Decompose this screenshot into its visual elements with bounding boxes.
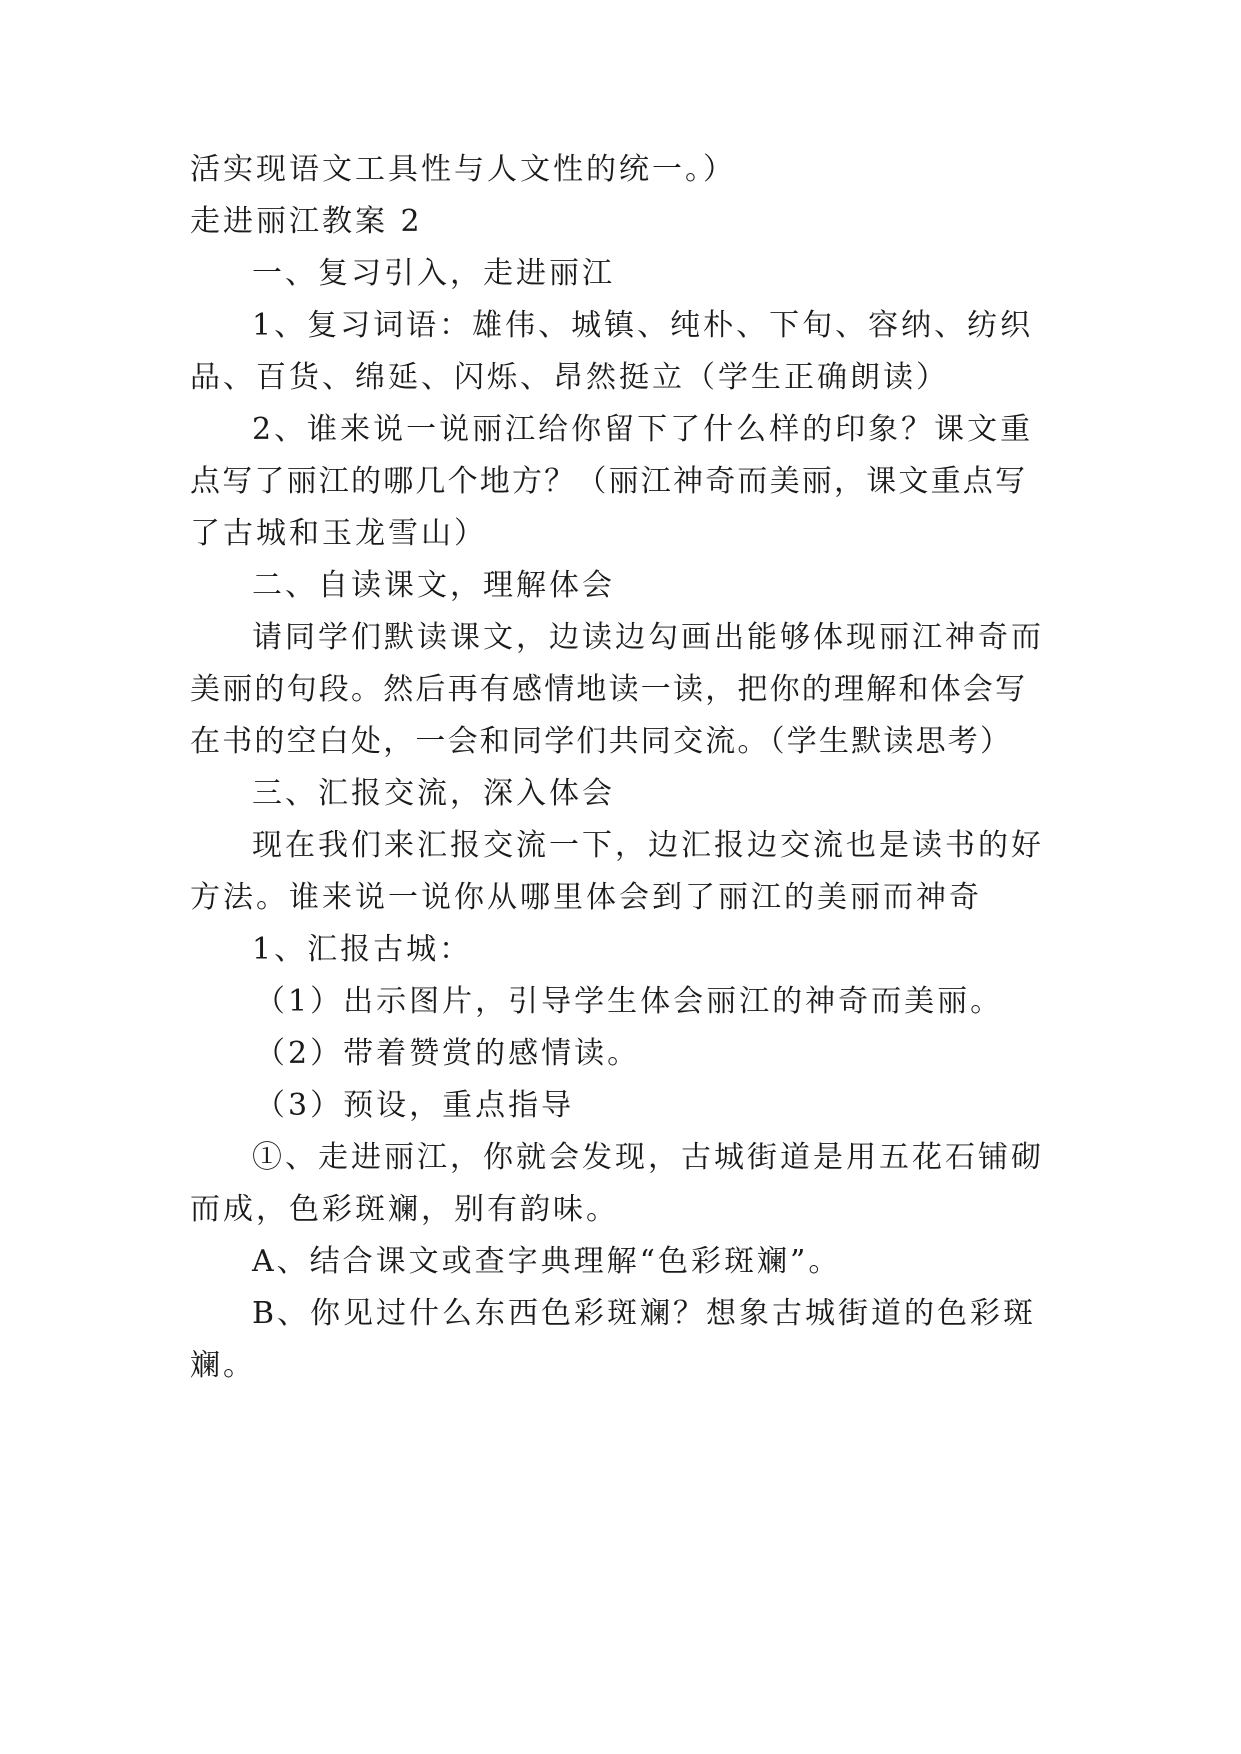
- heading-report-exchange: 三、汇报交流，深入体会: [252, 776, 615, 811]
- paragraph-line: 而成，色彩斑斓，别有韵味。: [190, 1192, 619, 1227]
- paragraph-line: 2、谁来说一说丽江给你留下了什么样的印象？课文重: [252, 412, 1034, 447]
- list-item: （2）带着赞赏的感情读。: [255, 1036, 641, 1071]
- paragraph-line: 方法。谁来说一说你从哪里体会到了丽江的美丽而神奇: [190, 880, 982, 915]
- list-item: （1）出示图片，引导学生体会丽江的神奇而美丽。: [255, 984, 1004, 1019]
- paragraph-line: 活实现语文工具性与人文性的统一。）: [190, 152, 736, 187]
- paragraph-line: ①、走进丽江，你就会发现，古城街道是用五花石铺砌: [252, 1140, 1044, 1175]
- paragraph-line: 点写了丽江的哪几个地方？（丽江神奇而美丽，课文重点写: [190, 464, 1028, 499]
- section-title: 走进丽江教案 2: [190, 204, 423, 239]
- paragraph-line: 美丽的句段。然后再有感情地读一读，把你的理解和体会写: [190, 672, 1028, 707]
- paragraph-line: 请同学们默读课文，边读边勾画出能够体现丽江神奇而: [252, 620, 1044, 655]
- paragraph-line: A、结合课文或查字典理解“色彩斑斓”。: [252, 1244, 842, 1279]
- paragraph-line: 斓。: [190, 1348, 256, 1383]
- paragraph-line: 现在我们来汇报交流一下，边汇报边交流也是读书的好: [252, 828, 1044, 863]
- heading-self-reading: 二、自读课文，理解体会: [252, 568, 615, 603]
- heading-review-intro: 一、复习引入，走进丽江: [252, 256, 615, 291]
- paragraph-line: B、你见过什么东西色彩斑斓？想象古城街道的色彩斑: [252, 1296, 1037, 1331]
- list-item: （3）预设，重点指导: [255, 1088, 575, 1123]
- paragraph-line: 在书的空白处，一会和同学们共同交流。（学生默读思考）: [190, 724, 1013, 759]
- paragraph-line: 了古城和玉龙雪山）: [190, 516, 487, 551]
- paragraph-line: 1、汇报古城：: [252, 932, 473, 967]
- paragraph-line: 品、百货、绵延、闪烁、昂然挺立（学生正确朗读）: [190, 360, 949, 395]
- paragraph-line: 1、复习词语：雄伟、城镇、纯朴、下旬、容纳、纺织: [252, 308, 1034, 343]
